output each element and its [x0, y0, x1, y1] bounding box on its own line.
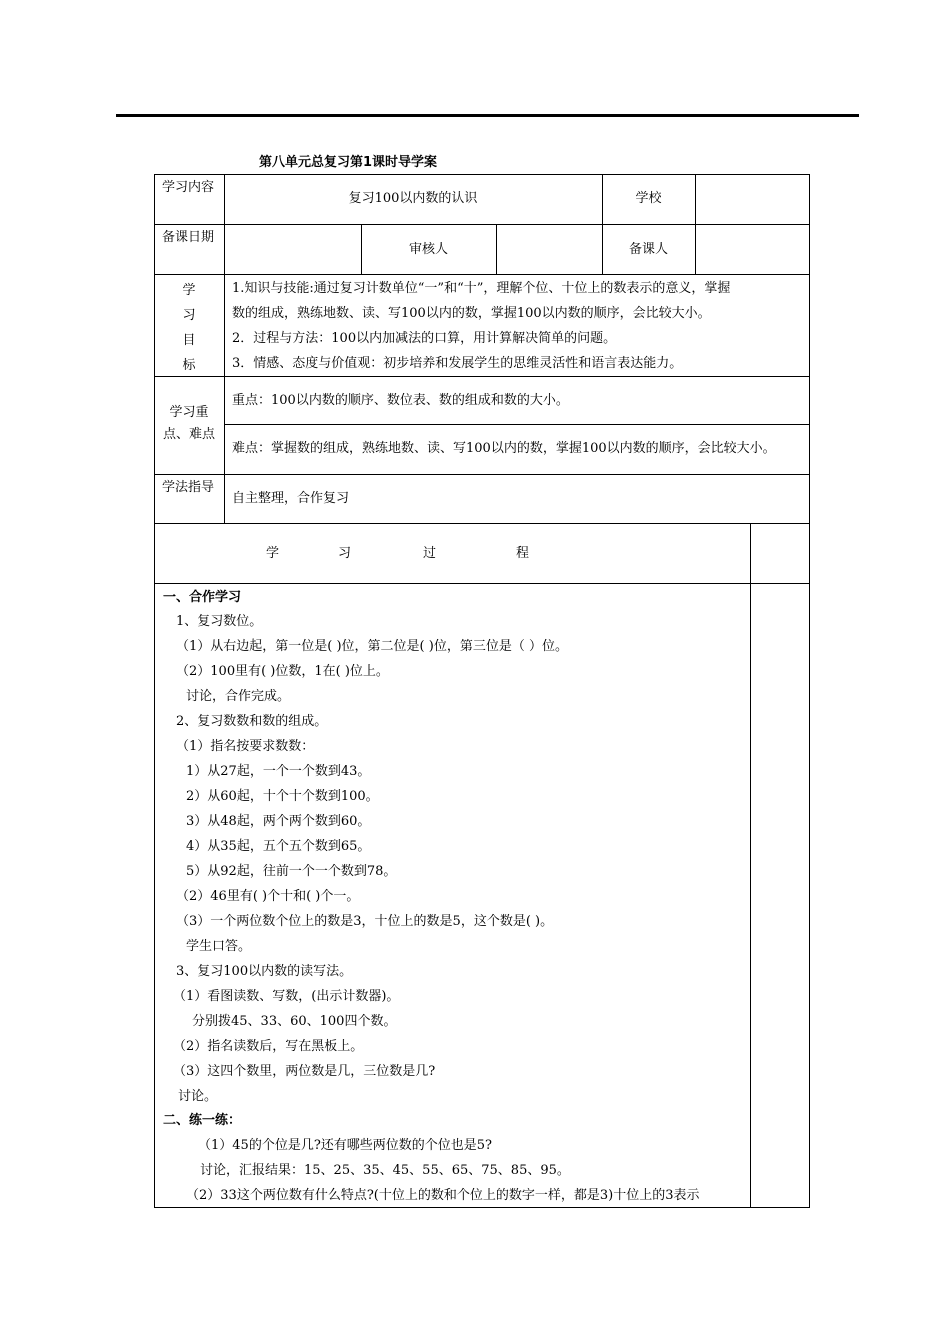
goals-label: 学 习 目 标: [182, 283, 196, 373]
header-rule: [116, 114, 859, 117]
content-label: 学习内容: [161, 180, 214, 195]
content-line: 3）从48起，两个两个数到60。: [186, 814, 371, 829]
process-char: 学: [266, 546, 280, 561]
content-line: （2）46里有( )个十和( )个一。: [176, 889, 360, 904]
school-label: 学校: [635, 191, 662, 206]
content-line: 1）从27起，一个一个数到43。: [186, 764, 371, 779]
content-line: （3）一个两位数个位上的数是3，十位上的数是5，这个数是( )。: [176, 914, 554, 929]
content-line: （3）这四个数里，两位数是几，三位数是几?: [173, 1064, 436, 1079]
content-line: （1）指名按要求数数：: [176, 739, 315, 754]
content-line: 3、复习100以内数的读写法。: [176, 964, 353, 979]
preparer-label: 备课人: [628, 242, 668, 257]
goal-line: 数的组成，熟练地数、读、写100以内的数，掌握100以内数的顺序，会比较大小。: [232, 306, 711, 321]
content-line: （1）看图读数、写数，(出示计数器)。: [173, 989, 400, 1004]
goal-line: 2．过程与方法：100以内加减法的口算，用计算解决简单的问题。: [232, 331, 617, 346]
key-point: 重点：100以内数的顺序、数位表、数的组成和数的大小。: [232, 393, 569, 408]
content-line: 5）从92起，往前一个一个数到78。: [186, 864, 397, 879]
difficult-point: 难点：掌握数的组成，熟练地数、读、写100以内的数，掌握100以内数的顺序，会比较大小。: [232, 441, 776, 456]
content-value: 复习100以内数的认识: [348, 191, 478, 206]
content-line: （1）从右边起，第一位是( )位，第二位是( )位，第三位是（ ）位。: [176, 639, 568, 654]
page-title: 第八单元总复习第1课时导学案: [259, 155, 438, 170]
goal-line: 1.知识与技能:通过复习计数单位“一”和“十”，理解个位、十位上的数表示的意义，掌握: [232, 281, 731, 296]
date-label: 备课日期: [161, 230, 214, 245]
goal-line: 3．情感、态度与价值观：初步培养和发展学生的思维灵活性和语言表达能力。: [232, 356, 683, 371]
content-line: 讨论，汇报结果：15、25、35、45、55、65、75、85、95。: [200, 1163, 570, 1178]
content-line: 学生口答。: [186, 939, 252, 954]
content-line: （2）33这个两位数有什么特点?(十位上的数和个位上的数字一样，都是3)十位上的3表示: [186, 1188, 700, 1203]
content-line: 讨论。: [178, 1089, 218, 1104]
reviewer-label: 审核人: [408, 242, 448, 257]
method-value: 自主整理，合作复习: [232, 491, 350, 506]
process-char: 习: [338, 546, 352, 561]
method-label: 学法指导: [161, 480, 214, 495]
section-heading: 一、合作学习: [163, 590, 242, 605]
content-line: 2）从60起，十个十个数到100。: [186, 789, 379, 804]
content-line: 4）从35起，五个五个数到65。: [186, 839, 371, 854]
keypoints-label: 学习重点、难点: [162, 405, 215, 442]
content-line: 讨论，合作完成。: [186, 689, 291, 704]
content-line: 2、复习数数和数的组成。: [176, 714, 328, 729]
process-char: 程: [516, 546, 530, 561]
content-line: 分别拨45、33、60、100四个数。: [192, 1014, 397, 1029]
content-line: （1）45的个位是几?还有哪些两位数的个位也是5?: [198, 1138, 493, 1153]
content-line: （2）100里有( )位数，1在( )位上。: [176, 664, 389, 679]
content-line: （2）指名读数后，写在黑板上。: [173, 1039, 364, 1054]
process-char: 过: [423, 546, 437, 561]
section-heading: 二、练一练：: [163, 1113, 242, 1128]
content-line: 1、复习数位。: [176, 614, 263, 629]
